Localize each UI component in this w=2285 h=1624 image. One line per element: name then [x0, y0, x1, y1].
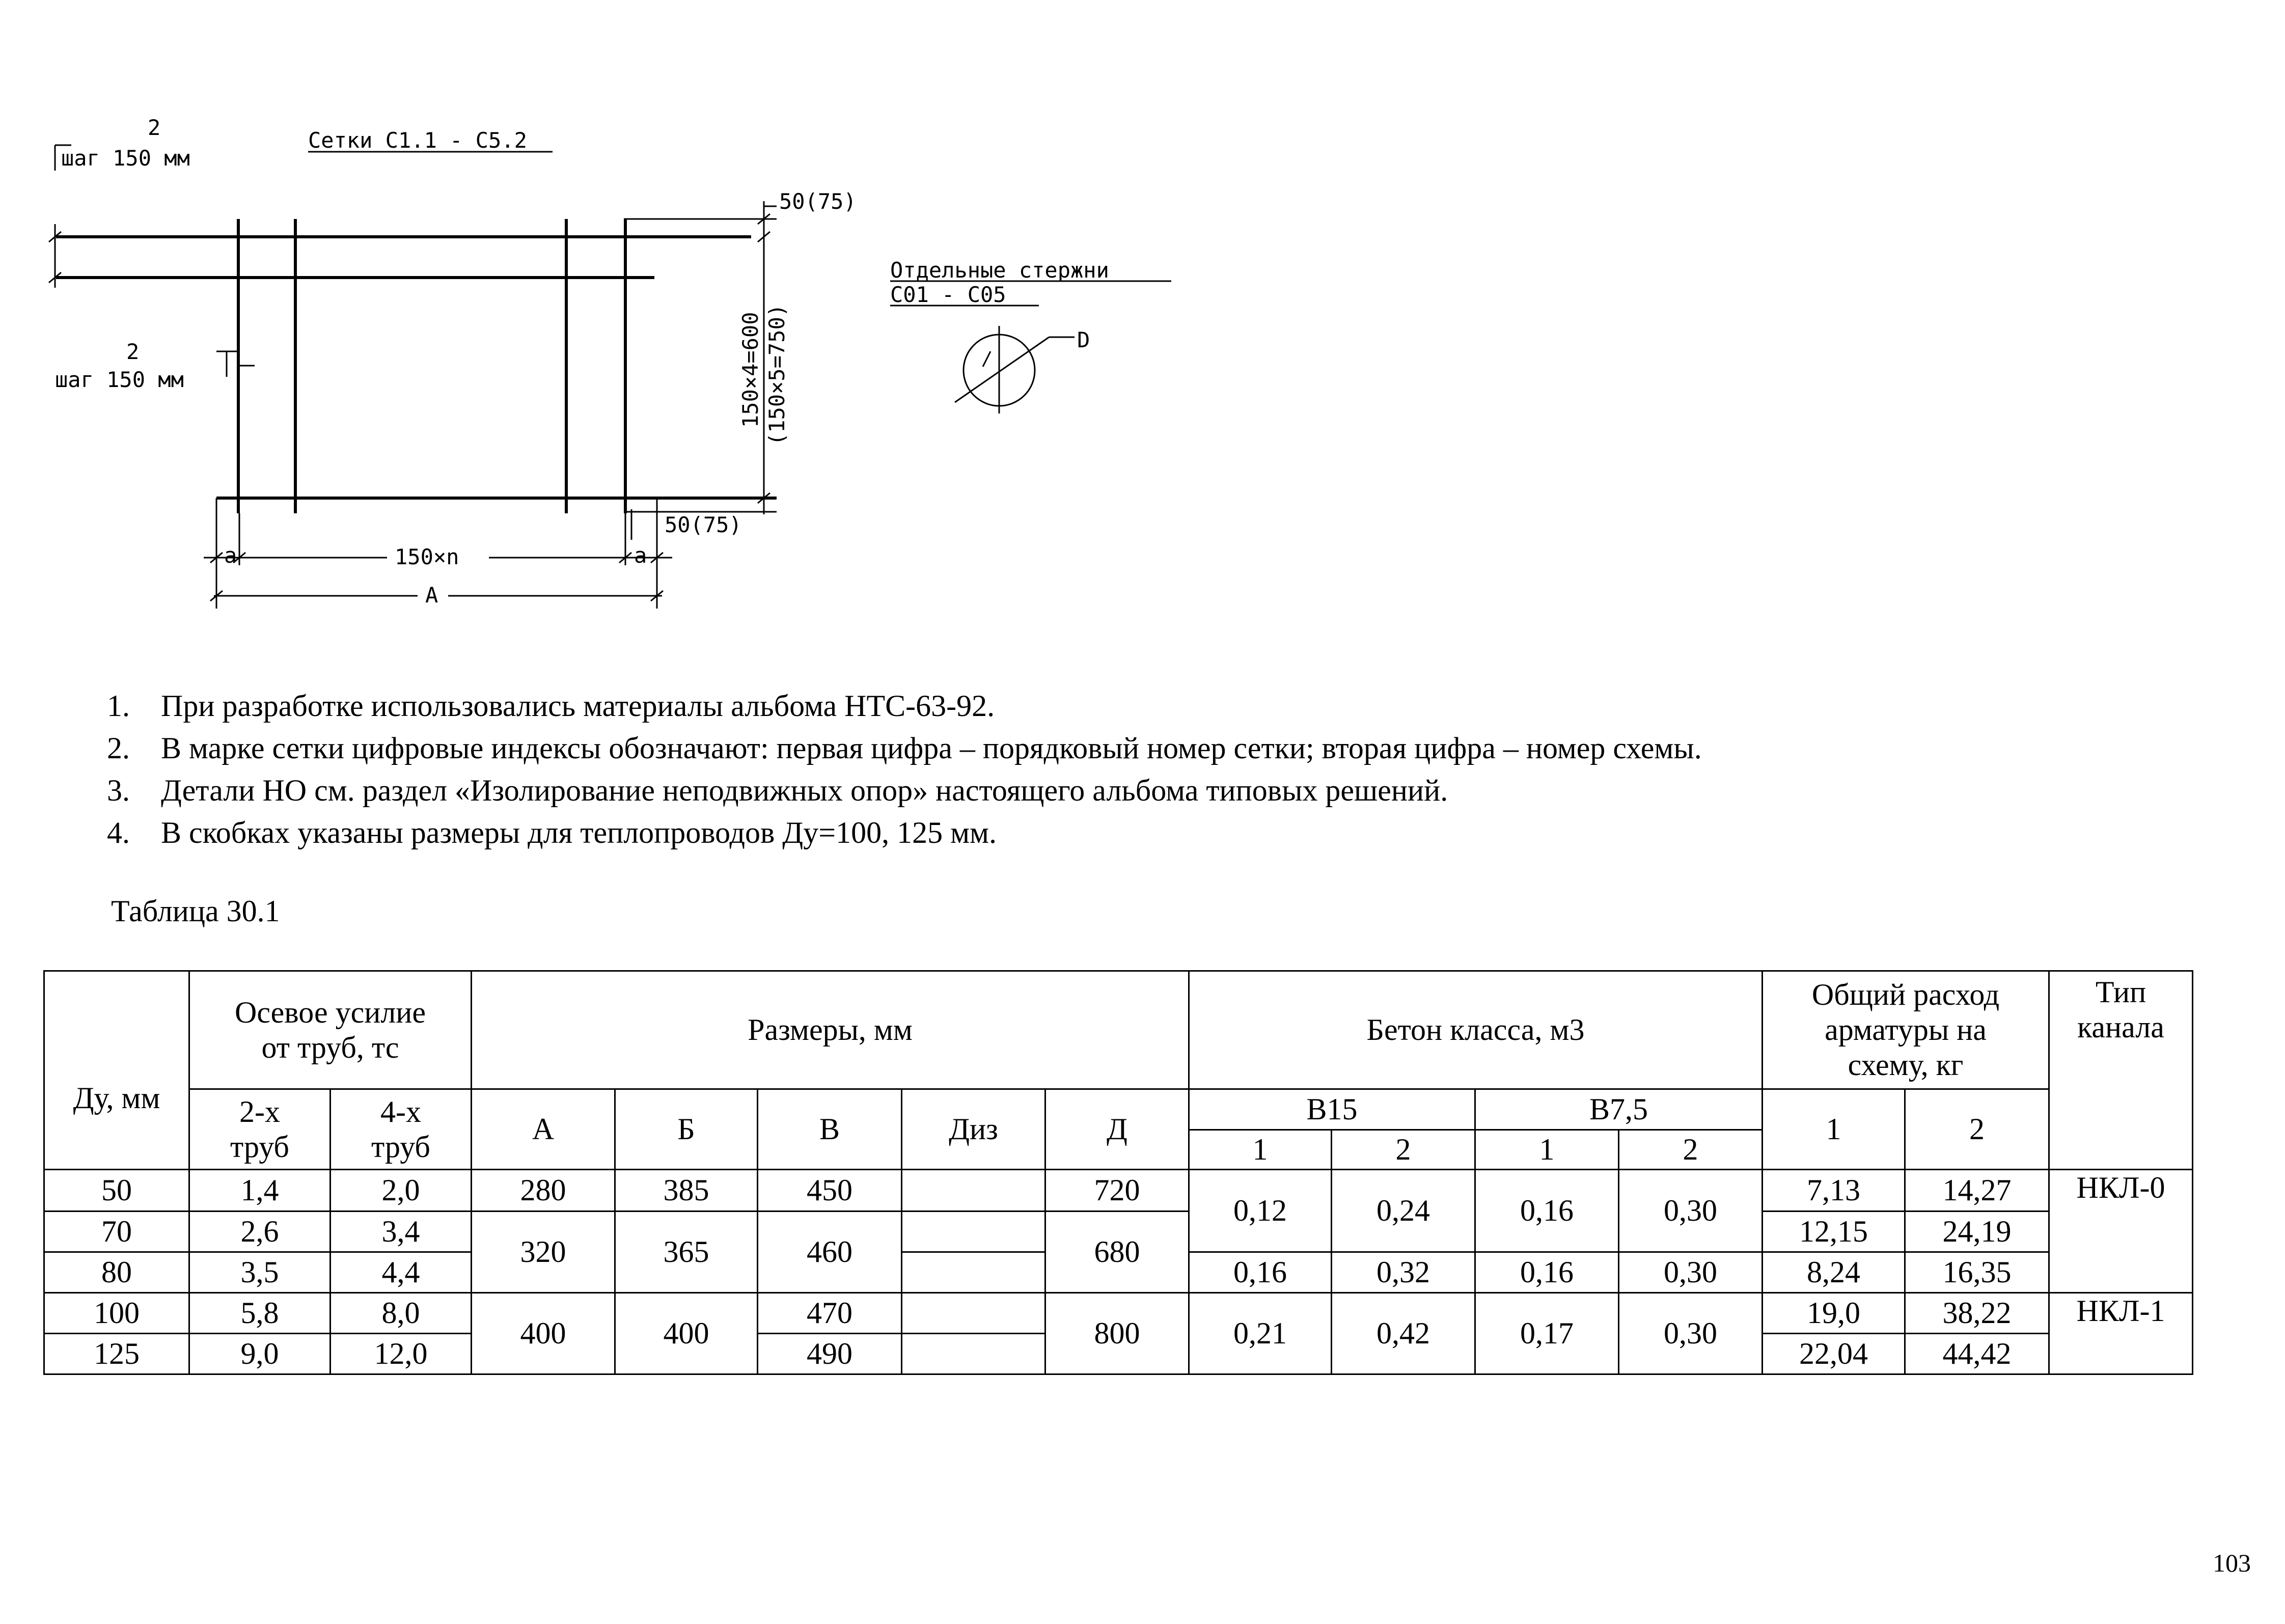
cell-concrete: 0,16 [1189, 1252, 1332, 1293]
rod-title-line2: С01 - С05 [890, 282, 1006, 307]
cell-rebar-2: 14,27 [1905, 1170, 2049, 1212]
header-size-b: Б [615, 1089, 758, 1170]
edge-a-left: a [224, 543, 237, 568]
mesh-drawing [0, 0, 2285, 662]
cell-size-d: 720 [1045, 1170, 1189, 1212]
overall-dimension: A [425, 583, 438, 608]
cell-concrete: 0,42 [1332, 1293, 1475, 1374]
header-sizes: Размеры, мм [472, 971, 1189, 1089]
cell-rebar-1: 12,15 [1763, 1212, 1905, 1252]
cell-force-2: 1,4 [189, 1170, 331, 1212]
cell-size-d: 800 [1045, 1293, 1189, 1374]
cell-size-diz [902, 1212, 1045, 1252]
header-b75-scheme-2: 2 [1619, 1130, 1763, 1170]
cell-size-d: 680 [1045, 1212, 1189, 1293]
bottom-offset-label: 50(75) [665, 512, 742, 537]
note-item: 2. В марке сетки цифровые индексы обозначают: первая цифра – порядковый номер сетки; вторая цифра – номер схемы. [107, 731, 1702, 765]
cell-size-v: 490 [758, 1334, 902, 1374]
cell-concrete: 0,16 [1475, 1252, 1619, 1293]
cell-rebar-2: 16,35 [1905, 1252, 2049, 1293]
cell-rebar-2: 24,19 [1905, 1212, 2049, 1252]
cell-size-b: 365 [615, 1212, 758, 1293]
header-concrete: Бетон класса, м3 [1189, 971, 1763, 1089]
cell-size-a: 400 [472, 1293, 615, 1374]
notes-list [102, 685, 1702, 854]
cell-force-2: 3,5 [189, 1252, 331, 1293]
rod-diameter-label: D [1077, 327, 1090, 352]
cell-size-diz [902, 1293, 1045, 1334]
cell-rebar-1: 22,04 [1763, 1334, 1905, 1374]
cell-force-4: 8,0 [331, 1293, 472, 1334]
cell-channel-type: НКЛ-1 [2049, 1293, 2193, 1374]
cell-force-2: 5,8 [189, 1293, 331, 1334]
note-item: 3. Детали НО см. раздел «Изолирование неподвижных опор» настоящего альбома типовых решений. [107, 774, 1448, 807]
cell-force-2: 9,0 [189, 1334, 331, 1374]
header-size-diz: Диз [902, 1089, 1045, 1170]
cell-force-4: 2,0 [331, 1170, 472, 1212]
header-b15-scheme-1: 1 [1189, 1130, 1332, 1170]
header-size-d: Д [1045, 1089, 1189, 1170]
top-pitch-label: шаг 150 мм [61, 146, 190, 171]
table-row [44, 1293, 2193, 1334]
cell-rebar-1: 19,0 [1763, 1293, 1905, 1334]
cell-force-2: 2,6 [189, 1212, 331, 1252]
header-channel-type: Тип канала [2049, 971, 2193, 1170]
cell-size-diz [902, 1334, 1045, 1374]
cell-du: 80 [44, 1252, 189, 1293]
cell-concrete: 0,24 [1332, 1170, 1475, 1252]
top-bar-count: 2 [148, 115, 161, 140]
header-b75-scheme-1: 1 [1475, 1130, 1619, 1170]
note-item: 1. При разработке использовались материалы альбома НТС-63-92. [107, 689, 995, 723]
cell-force-4: 12,0 [331, 1334, 472, 1374]
cell-size-v: 470 [758, 1293, 902, 1334]
header-du: Ду, мм [44, 971, 189, 1170]
rod-title-line1: Отдельные стержни [890, 258, 1109, 283]
cell-du: 100 [44, 1293, 189, 1334]
cell-size-b: 400 [615, 1293, 758, 1374]
span-dimension: 150×n [395, 544, 459, 569]
mesh-title: Сетки С1.1 - С5.2 [308, 128, 527, 153]
cell-concrete: 0,17 [1475, 1293, 1619, 1374]
header-b15-scheme-2: 2 [1332, 1130, 1475, 1170]
cell-force-4: 4,4 [331, 1252, 472, 1293]
note-item: 4. В скобках указаны размеры для теплопроводов Ду=100, 125 мм. [107, 816, 997, 849]
cell-concrete: 0,30 [1619, 1170, 1763, 1252]
cell-concrete: 0,16 [1475, 1170, 1619, 1252]
cell-du: 125 [44, 1334, 189, 1374]
header-rebar: Общий расход арматуры на схему, кг [1763, 971, 2049, 1089]
cell-concrete: 0,21 [1189, 1293, 1332, 1374]
header-size-a: А [472, 1089, 615, 1170]
edge-a-right: a [634, 543, 647, 568]
header-b75: В7,5 [1475, 1089, 1763, 1130]
cell-rebar-2: 44,42 [1905, 1334, 2049, 1374]
mid-bar-count: 2 [126, 339, 140, 364]
cell-size-diz [902, 1170, 1045, 1212]
cell-size-diz [902, 1252, 1045, 1293]
table-row [44, 1212, 2193, 1252]
header-four-pipes: 4-х труб [331, 1089, 472, 1170]
header-two-pipes: 2-х труб [189, 1089, 331, 1170]
cell-rebar-1: 8,24 [1763, 1252, 1905, 1293]
cell-du: 50 [44, 1170, 189, 1212]
cell-size-v: 460 [758, 1212, 902, 1293]
cell-concrete: 0,30 [1619, 1252, 1763, 1293]
vertical-dimension: 150×4=600 [738, 312, 763, 428]
cell-concrete: 0,32 [1332, 1252, 1475, 1293]
mid-pitch-label: шаг 150 мм [55, 367, 184, 392]
cell-size-v: 450 [758, 1170, 902, 1212]
cell-size-b: 385 [615, 1170, 758, 1212]
cell-concrete: 0,12 [1189, 1170, 1332, 1252]
cell-rebar-1: 7,13 [1763, 1170, 1905, 1212]
spec-table [43, 970, 2193, 1375]
top-offset-label: 50(75) [779, 189, 857, 214]
cell-du: 70 [44, 1212, 189, 1252]
header-rebar-scheme-1: 1 [1763, 1089, 1905, 1170]
cell-size-a: 320 [472, 1212, 615, 1293]
cell-concrete: 0,30 [1619, 1293, 1763, 1374]
header-axial-force: Осевое усилие от труб, тс [189, 971, 472, 1089]
header-size-v: В [758, 1089, 902, 1170]
header-rebar-scheme-2: 2 [1905, 1089, 2049, 1170]
header-b15: В15 [1189, 1089, 1475, 1130]
table-row [44, 1170, 2193, 1212]
cell-size-a: 280 [472, 1170, 615, 1212]
table-caption: Таблица 30.1 [111, 894, 280, 928]
page-number: 103 [2213, 1549, 2251, 1577]
cell-force-4: 3,4 [331, 1212, 472, 1252]
cell-rebar-2: 38,22 [1905, 1293, 2049, 1334]
cell-channel-type: НКЛ-0 [2049, 1170, 2193, 1293]
vertical-dimension-alt: (150×5=750) [764, 304, 789, 446]
